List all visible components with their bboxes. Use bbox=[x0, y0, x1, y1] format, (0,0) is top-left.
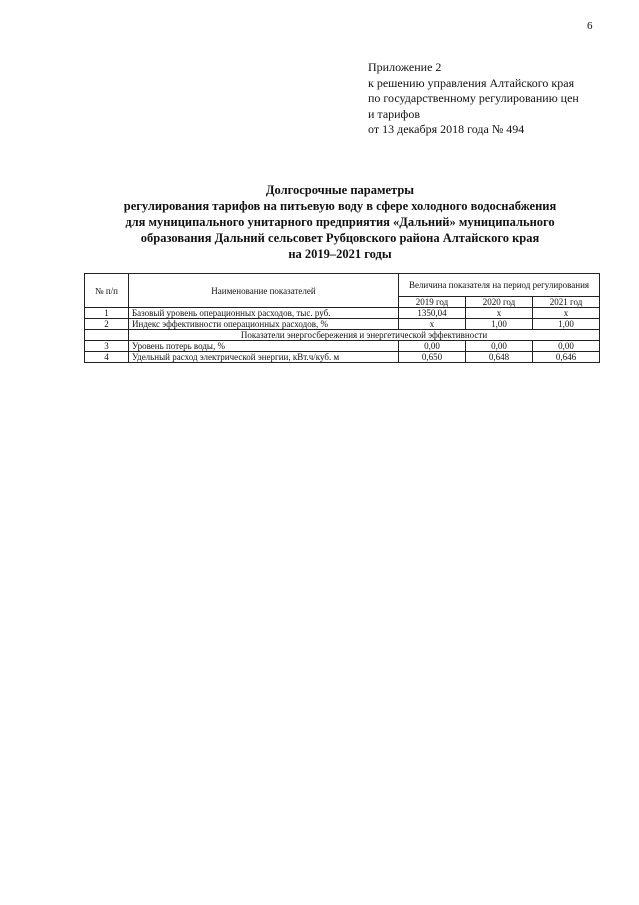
section-label: Показатели энергосбережения и энергетической эффективности bbox=[129, 330, 600, 341]
row-name: Удельный расход электрической энергии, кВт.ч/куб. м bbox=[129, 352, 399, 363]
title-line: регулирования тарифов на питьевую воду в сфере холодного водоснабжения bbox=[123, 199, 557, 213]
header-year-2020: 2020 год bbox=[466, 297, 533, 308]
row-value-2020: 1,00 bbox=[466, 319, 533, 330]
row-name: Индекс эффективности операционных расходов, % bbox=[129, 319, 399, 330]
appendix-line: по государственному регулированию цен bbox=[368, 91, 579, 105]
row-value-2019: х bbox=[399, 319, 466, 330]
row-value-2021: х bbox=[533, 308, 600, 319]
row-value-2021: 0,646 bbox=[533, 352, 600, 363]
appendix-line: от 13 декабря 2018 года № 494 bbox=[368, 122, 525, 136]
row-num: 2 bbox=[85, 319, 129, 330]
appendix-line: к решению управления Алтайского края bbox=[368, 75, 575, 90]
appendix-block bbox=[368, 60, 628, 138]
row-name: Базовый уровень операционных расходов, тыс. руб. bbox=[129, 308, 399, 319]
header-name: Наименование показателей bbox=[129, 274, 399, 308]
row-value-2019: 0,00 bbox=[399, 341, 466, 352]
header-year-2021: 2021 год bbox=[533, 297, 600, 308]
row-value-2019: 1350,04 bbox=[399, 308, 466, 319]
table-row bbox=[85, 308, 600, 319]
title-line: на 2019–2021 годы bbox=[288, 247, 392, 261]
table-row bbox=[85, 319, 600, 330]
section-row bbox=[85, 330, 600, 341]
appendix-line: Приложение 2 bbox=[368, 60, 442, 74]
title-line: для муниципального унитарного предприятия «Дальний» муниципального bbox=[125, 215, 555, 229]
header-num: № п/п bbox=[85, 274, 129, 308]
page-number: 6 bbox=[587, 20, 593, 32]
row-value-2020: х bbox=[466, 308, 533, 319]
parameters-table bbox=[84, 273, 600, 363]
row-num: 3 bbox=[85, 341, 129, 352]
row-name: Уровень потерь воды, % bbox=[129, 341, 399, 352]
row-value-2021: 0,00 bbox=[533, 341, 600, 352]
title-line: Долгосрочные параметры bbox=[265, 183, 415, 197]
row-value-2019: 0,650 bbox=[399, 352, 466, 363]
row-value-2020: 0,648 bbox=[466, 352, 533, 363]
row-value-2021: 1,00 bbox=[533, 319, 600, 330]
table-row bbox=[85, 352, 600, 363]
document-title bbox=[60, 182, 620, 262]
row-num: 4 bbox=[85, 352, 129, 363]
title-line: образования Дальний сельсовет Рубцовского района Алтайского края bbox=[140, 231, 540, 245]
row-num: 1 bbox=[85, 308, 129, 319]
header-period: Величина показателя на период регулирования bbox=[399, 274, 600, 297]
table-row bbox=[85, 341, 600, 352]
appendix-line: и тарифов bbox=[368, 106, 421, 121]
header-year-2019: 2019 год bbox=[399, 297, 466, 308]
section-empty-cell bbox=[85, 330, 129, 341]
row-value-2020: 0,00 bbox=[466, 341, 533, 352]
